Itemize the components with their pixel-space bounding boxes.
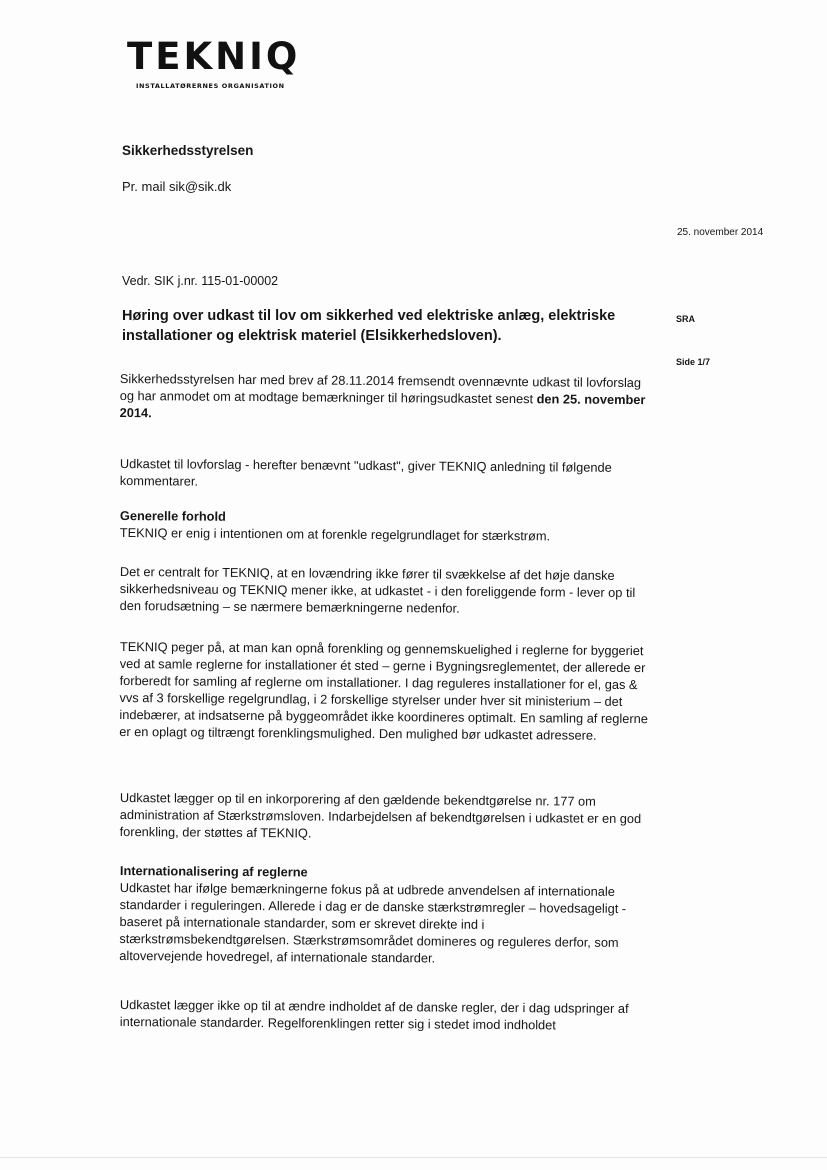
section-international: [119, 862, 655, 968]
deadline-text: den 25. november 2014.: [119, 391, 646, 421]
recipient-name: Sikkerhedsstyrelsen: [122, 143, 254, 158]
page-number: Side 1/7: [676, 357, 711, 367]
letter-date: 25. november 2014: [677, 227, 764, 238]
paragraph-international: Udkastet har ifølge bemærkningerne fokus på at udbrede anvendelsen af internationale standarder i reguleringen. Allerede i dag er de danske stærkstrømregler – hovedsageligt - baseret på internationale standarder, som er skrevet direkte ind i stærkstrømsbekendtgørelsen. Stærkstrømsområdet domineres og reguleres derfor, som altovervejende hovedregel, af internationale standarder.: [119, 879, 627, 966]
reference-number: Vedr. SIK j.nr. 115-01-00002: [122, 274, 279, 288]
paragraph-intro-text: Sikkerhedsstyrelsen har med brev af 28.11.2014 fremsendt ovennævnte udkast til lovforslag og har anmodet om at modtage bemærkninger til høringsudkastet senest: [119, 370, 642, 407]
author-initials: SRA: [676, 314, 696, 324]
paragraph-comments: Udkastet til lovforslag - herefter benævnt "udkast", giver TEKNIQ anledning til følgende kommentarer.: [119, 455, 612, 489]
logo-tagline: INSTALLATØRERNES ORGANISATION: [136, 82, 285, 90]
section-heading-general: Generelle forhold: [119, 507, 226, 524]
paragraph-intro: [120, 370, 655, 425]
paragraph-building-rules: TEKNIQ peger på, at man kan opnå forenkling og gennemskuelighed i reglerne for byggeriet ved at samle reglerne for installationer ét sted – gerne i Bygningsreglementet, der allerede er forberedt for samling af reglerne om installationer. I dag reguleres installationer for el, gas & vvs af 3 forskellige regelgrundlag, i 2 forskellige styrelser under hver sit ministerium – det indebærer, at indsatserne på byggeområdet ikke koordineres optimalt. En samling af reglerne er en oplagt og tiltrængt forenklingsmulighed. Den mulighed bør udkastet adressere.: [119, 638, 648, 743]
paragraph-incorporation: Udkastet lægger op til en inkorporering af den gældende bekendtgørelse nr. 177 om administration af Stærkstrømsloven. Indarbejdelsen af bekendtgørelsen i udkastet er en god forenkling, der støttes af TEKNIQ.: [119, 789, 642, 841]
paragraph-regulation: Udkastet lægger ikke op til at ændre indholdet af de danske regler, der i dag udspringer af internationale standarder. Regelforenklingen retter sig i stedet imod indholdet: [119, 996, 629, 1033]
delivery-line: Pr. mail sik@sik.dk: [122, 179, 232, 194]
paragraph-general: TEKNIQ er enig i intentionen om at forenkle regelgrundlaget for stærkstrøm.: [119, 524, 551, 544]
letter-subject: Høring over udkast til lov om sikkerhed ved elektriske anlæg, elektriske installationer og elektrisk materiel (Elsikkerhedsloven).: [122, 308, 616, 344]
section-general: [120, 507, 655, 545]
section-heading-international: Internationalisering af reglerne: [119, 862, 308, 880]
paragraph-safety: Det er centralt for TEKNIQ, at en lovændring ikke fører til svækkelse af det høje danske sikkerhedsniveau og TEKNIQ mener ikke, at udkastet - i den foreliggende form - lever op til den forudsætning – se nærmere bemærkningerne nedenfor.: [119, 563, 636, 616]
tekniq-logo: TEKNIQ: [127, 35, 301, 78]
page-edge-divider: [0, 1157, 827, 1158]
